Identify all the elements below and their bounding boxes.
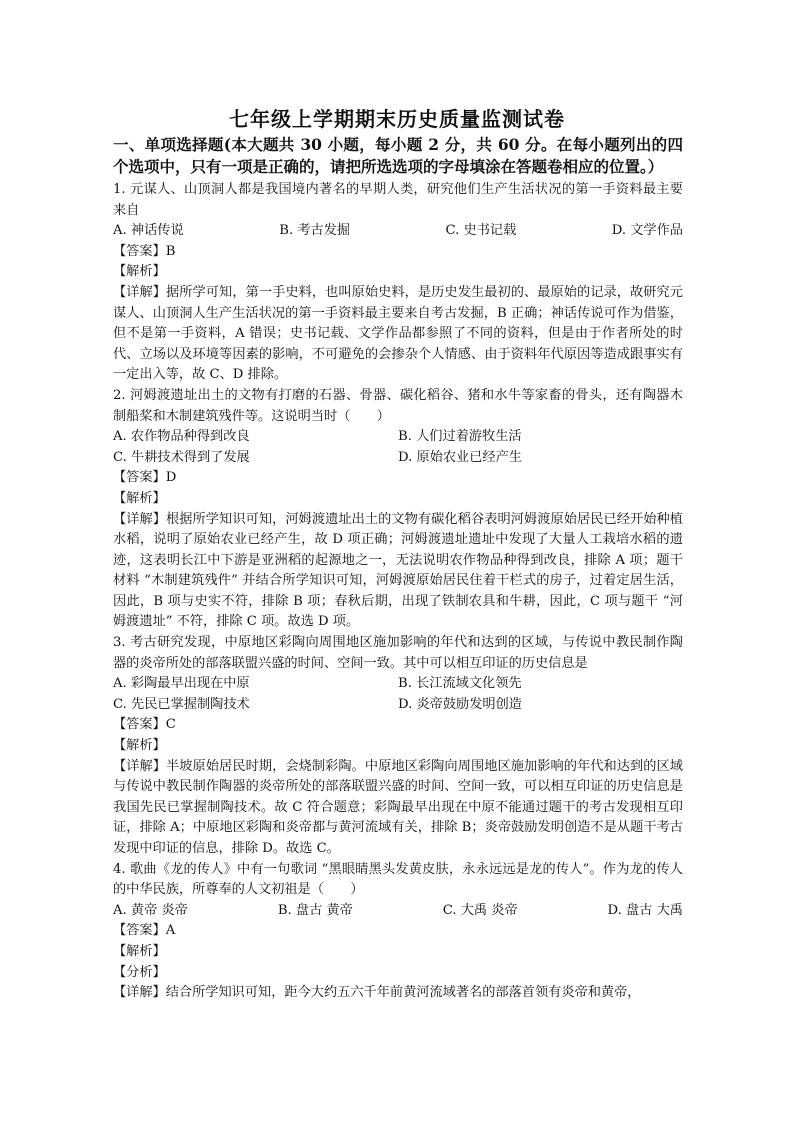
- question-3-stem: 3. 考古研究发现，中原地区彩陶向周围地区施加影响的年代和达到的区域，与传说中教民制作陶器的炎帝所处的部落联盟兴盛的时间、空间一致。其中可以相互印证的历史信息是: [113, 635, 683, 671]
- question-4-stem: 4. 歌曲《龙的传人》中有一句歌词 “黑眼睛黑头发黄皮肤，永永远远是龙的传人”。作为龙的传人的中华民族，所尊奉的人文初祖是（ ）: [113, 861, 683, 898]
- answer-label: 【答案】: [113, 470, 166, 486]
- question-3-options-row1: [113, 674, 683, 695]
- option-b: B. 考古发掘: [279, 223, 351, 239]
- option-d: D. 文学作品: [611, 223, 683, 239]
- option-c: C. 史书记载: [445, 223, 517, 239]
- option-d: D. 原始农业已经产生: [398, 449, 522, 465]
- section-heading: 一、单项选择题(本大题共 30 小题，每小题 2 分，共 60 分。在每小题列出的四个选项中，只有一项是正确的，请把所选选项的字母填涂在答题卷相应的位置。）: [113, 135, 683, 176]
- question-1-stem: 1. 元谋人、山顶洞人都是我国境内著名的早期人类，研究他们生产生活状况的第一手资料最主要来自: [113, 182, 683, 218]
- option-a: A. 彩陶最早出现在中原: [113, 676, 250, 692]
- answer-value: B: [165, 243, 176, 259]
- question-list: [113, 180, 683, 1004]
- answer-value: A: [165, 923, 176, 939]
- question-4-answer: [113, 921, 683, 942]
- option-c: C. 大禹 炎帝: [442, 902, 518, 918]
- option-d: D. 炎帝鼓励发明创造: [398, 696, 522, 712]
- question-3-answer: [113, 715, 683, 736]
- analysis-label: 【解析】: [113, 943, 166, 959]
- option-a: A. 神话传说: [113, 223, 184, 239]
- question-1-detail: 【详解】据所学可知，第一手史料，也叫原始史料，是历史发生最初的、最原始的记录，故研究元谋人、山顶洞人生产生活状况的第一手资料最主要来自考古发掘，B 正确；神话传说可作为借鉴，但不是第一手资料，A 错误；史书记载、文学作品都参照了不同的资料，但是由于作者所处的时代、立场以及环境等因素的影响，不可避免的会掺杂个人情感、由于资料年代原因等造成跟事实有一定出入等，故 C、D 排除。: [113, 284, 683, 383]
- answer-label: 【答案】: [113, 243, 166, 259]
- question-2-answer: [113, 468, 683, 489]
- question-2-options-row1: [113, 427, 683, 448]
- question-2-options-row2: [113, 448, 683, 469]
- question-3-detail: 【详解】半坡原始居民时期，会烧制彩陶。中原地区彩陶向周围地区施加影响的年代和达到的区域与传说中教民制作陶器的炎帝所处的部落联盟兴盛的时间、空间一致，可以相互印证的历史信息是我国先民已掌握制陶技术。故 C 符合题意；彩陶最早出现在中原不能通过题干的考古发现相互印证，排除 A；中原地区彩陶和炎帝都与黄河流域有关，排除 B；炎帝鼓励发明创造不是从题干考古发现中印证的信息，排除 D。故选 C。: [113, 758, 683, 856]
- analysis-label: 【解析】: [113, 738, 166, 754]
- option-b: B. 长江流域文化领先: [398, 676, 522, 692]
- question-2-detail: 【详解】根据所学知识可知，河姆渡遗址出土的文物有碳化稻谷表明河姆渡原始居民已经开始种植水稻，说明了原始农业已经产生，故 D 项正确；河姆渡遗址遗址中发现了大量人工栽培水稻的遗迹，这表明长江中下游是亚洲稻的起源地之一，无法说明农作物品种得到改良，排除 A 项；题干材料 “木制建筑残件” 并结合所学知识可知，河姆渡原始居民住着干栏式的房子，过着定居生活，因此，B 项与史实不符，排除 B 项；春秋后期，出现了铁制农具和牛耕，因此，C 项与题干 “河姆渡遗址” 不符，排除 C 项。故选 D 项。: [113, 511, 683, 630]
- option-b: B. 人们过着游牧生活: [398, 429, 522, 445]
- question-1-answer: [113, 242, 683, 263]
- question-2-stem: 2. 河姆渡遗址出土的文物有打磨的石器、骨器、碳化稻谷、猪和水牛等家畜的骨头，还有陶器木制船桨和木制建筑残件等。这说明当时（ ）: [113, 387, 683, 424]
- option-a: A. 黄帝 炎帝: [113, 902, 188, 918]
- option-a: A. 农作物品种得到改良: [113, 429, 250, 445]
- option-c: C. 先民已掌握制陶技术: [113, 696, 250, 712]
- answer-value: C: [165, 717, 176, 733]
- question-4-detail: 【详解】结合所学知识可知，距今大约五六千年前黄河流域著名的部落首领有炎帝和黄帝，: [113, 985, 641, 1001]
- page-title: 七年级上学期期末历史质量监测试卷: [229, 107, 565, 131]
- answer-value: D: [165, 470, 177, 486]
- analysis-label: 【解析】: [113, 490, 166, 506]
- answer-label: 【答案】: [113, 923, 166, 939]
- option-c: C. 牛耕技术得到了发展: [113, 449, 250, 465]
- question-4-options: [113, 901, 683, 922]
- question-3-options-row2: [113, 695, 683, 716]
- option-b: B. 盘古 黄帝: [277, 902, 353, 918]
- question-1-options: [113, 221, 683, 242]
- analysis-label: 【解析】: [113, 264, 166, 280]
- fenxi-label: 【分析】: [113, 964, 166, 980]
- answer-label: 【答案】: [113, 717, 166, 733]
- option-d: D. 盘古 大禹: [607, 902, 683, 918]
